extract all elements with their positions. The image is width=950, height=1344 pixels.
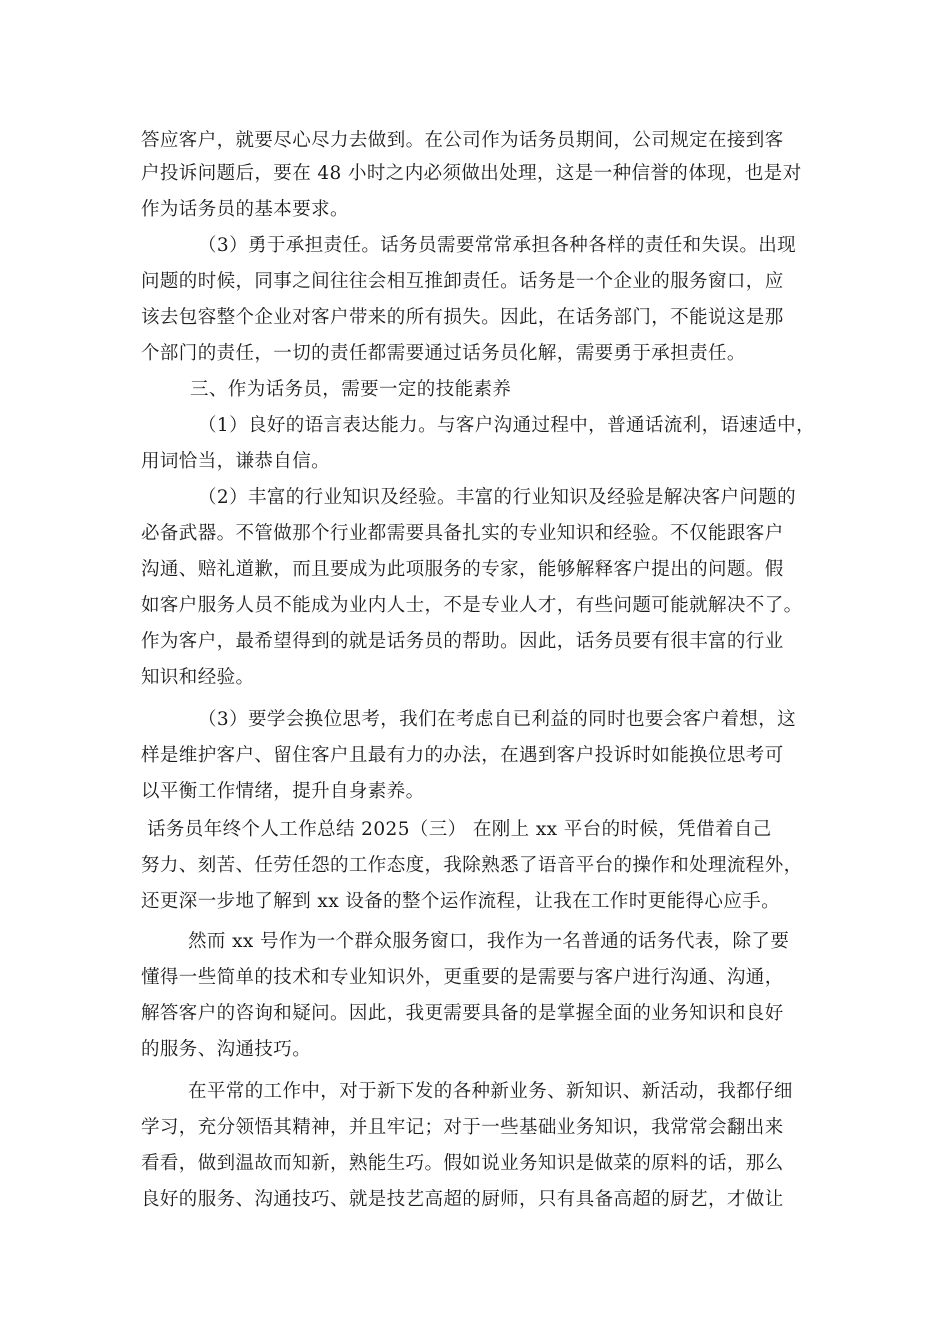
text-line: 以平衡工作情绪，提升自身素养。: [141, 781, 425, 802]
text-line: 用词恰当，谦恭自信。: [141, 451, 331, 472]
text-line: 努力、刻苦、任劳任怨的工作态度，我除熟悉了语音平台的操作和处理流程外，: [141, 855, 803, 876]
text-line: 户投诉问题后，要在 48 小时之内必须做出处理，这是一种信誉的体现，也是对: [141, 163, 802, 184]
text-line: 答应客户，就要尽心尽力去做到。在公司作为话务员期间，公司规定在接到客: [141, 130, 784, 151]
text-line: 该去包容整个企业对客户带来的所有损失。因此，在话务部门，不能说这是那: [141, 307, 784, 328]
text-line: 沟通、赔礼道歉，而且要成为此项服务的专家，能够解释客户提出的问题。假: [141, 559, 784, 580]
text-line: 知识和经验。: [141, 667, 255, 688]
text-line: 看看，做到温故而知新，熟能生巧。假如说业务知识是做菜的原料的话，那么: [141, 1153, 784, 1174]
text-line: 解答客户的咨询和疑问。因此，我更需要具备的是掌握全面的业务知识和良好: [141, 1003, 784, 1024]
text-line: 问题的时候，同事之间往往会相互推卸责任。话务是一个企业的服务窗口，应: [141, 271, 784, 292]
text-line: 良好的服务、沟通技巧、就是技艺高超的厨师，只有具备高超的厨艺，才做让: [141, 1189, 784, 1210]
text-line: （3）勇于承担责任。话务员需要常常承担各种各样的责任和失误。出现: [198, 235, 797, 256]
text-line: 如客户服务人员不能成为业内人士，不是专业人才，有些问题可能就解决不了。: [141, 595, 803, 616]
text-line: 作为话务员的基本要求。: [141, 199, 349, 220]
text-line: 懂得一些简单的技术和专业知识外，更重要的是需要与客户进行沟通、沟通，: [141, 967, 784, 988]
text-line: 个部门的责任，一切的责任都需要通过话务员化解，需要勇于承担责任。: [141, 343, 746, 364]
text-line: 话务员年终个人工作总结 2025（三） 在刚上 xx 平台的时候，凭借着自己: [147, 819, 772, 840]
text-line: （3）要学会换位思考，我们在考虑自已利益的同时也要会客户着想，这: [198, 709, 797, 730]
text-line: 然而 xx 号作为一个群众服务窗口，我作为一名普通的话务代表，除了要: [188, 931, 790, 952]
text-line: 必备武器。不管做那个行业都需要具备扎实的专业知识和经验。不仅能跟客户: [141, 523, 784, 544]
text-line: 学习，充分领悟其精神，并且牢记；对于一些基础业务知识，我常常会翻出来: [141, 1117, 784, 1138]
text-line: 作为客户，最希望得到的就是话务员的帮助。因此，话务员要有很丰富的行业: [141, 631, 784, 652]
text-line: 样是维护客户、留住客户且最有力的办法，在遇到客户投诉时如能换位思考可: [141, 745, 784, 766]
section-heading: 三、作为话务员，需要一定的技能素养: [190, 379, 512, 400]
text-line: 的服务、沟通技巧。: [141, 1039, 312, 1060]
text-line: 在平常的工作中，对于新下发的各种新业务、新知识、新活动，我都仔细: [188, 1081, 793, 1102]
text-line: （2）丰富的行业知识及经验。丰富的行业知识及经验是解决客户问题的: [198, 487, 797, 508]
text-line: （1）良好的语言表达能力。与客户沟通过程中，普通话流利，语速适中，: [198, 415, 815, 436]
text-line: 还更深一步地了解到 xx 设备的整个运作流程，让我在工作时更能得心应手。: [141, 891, 781, 912]
